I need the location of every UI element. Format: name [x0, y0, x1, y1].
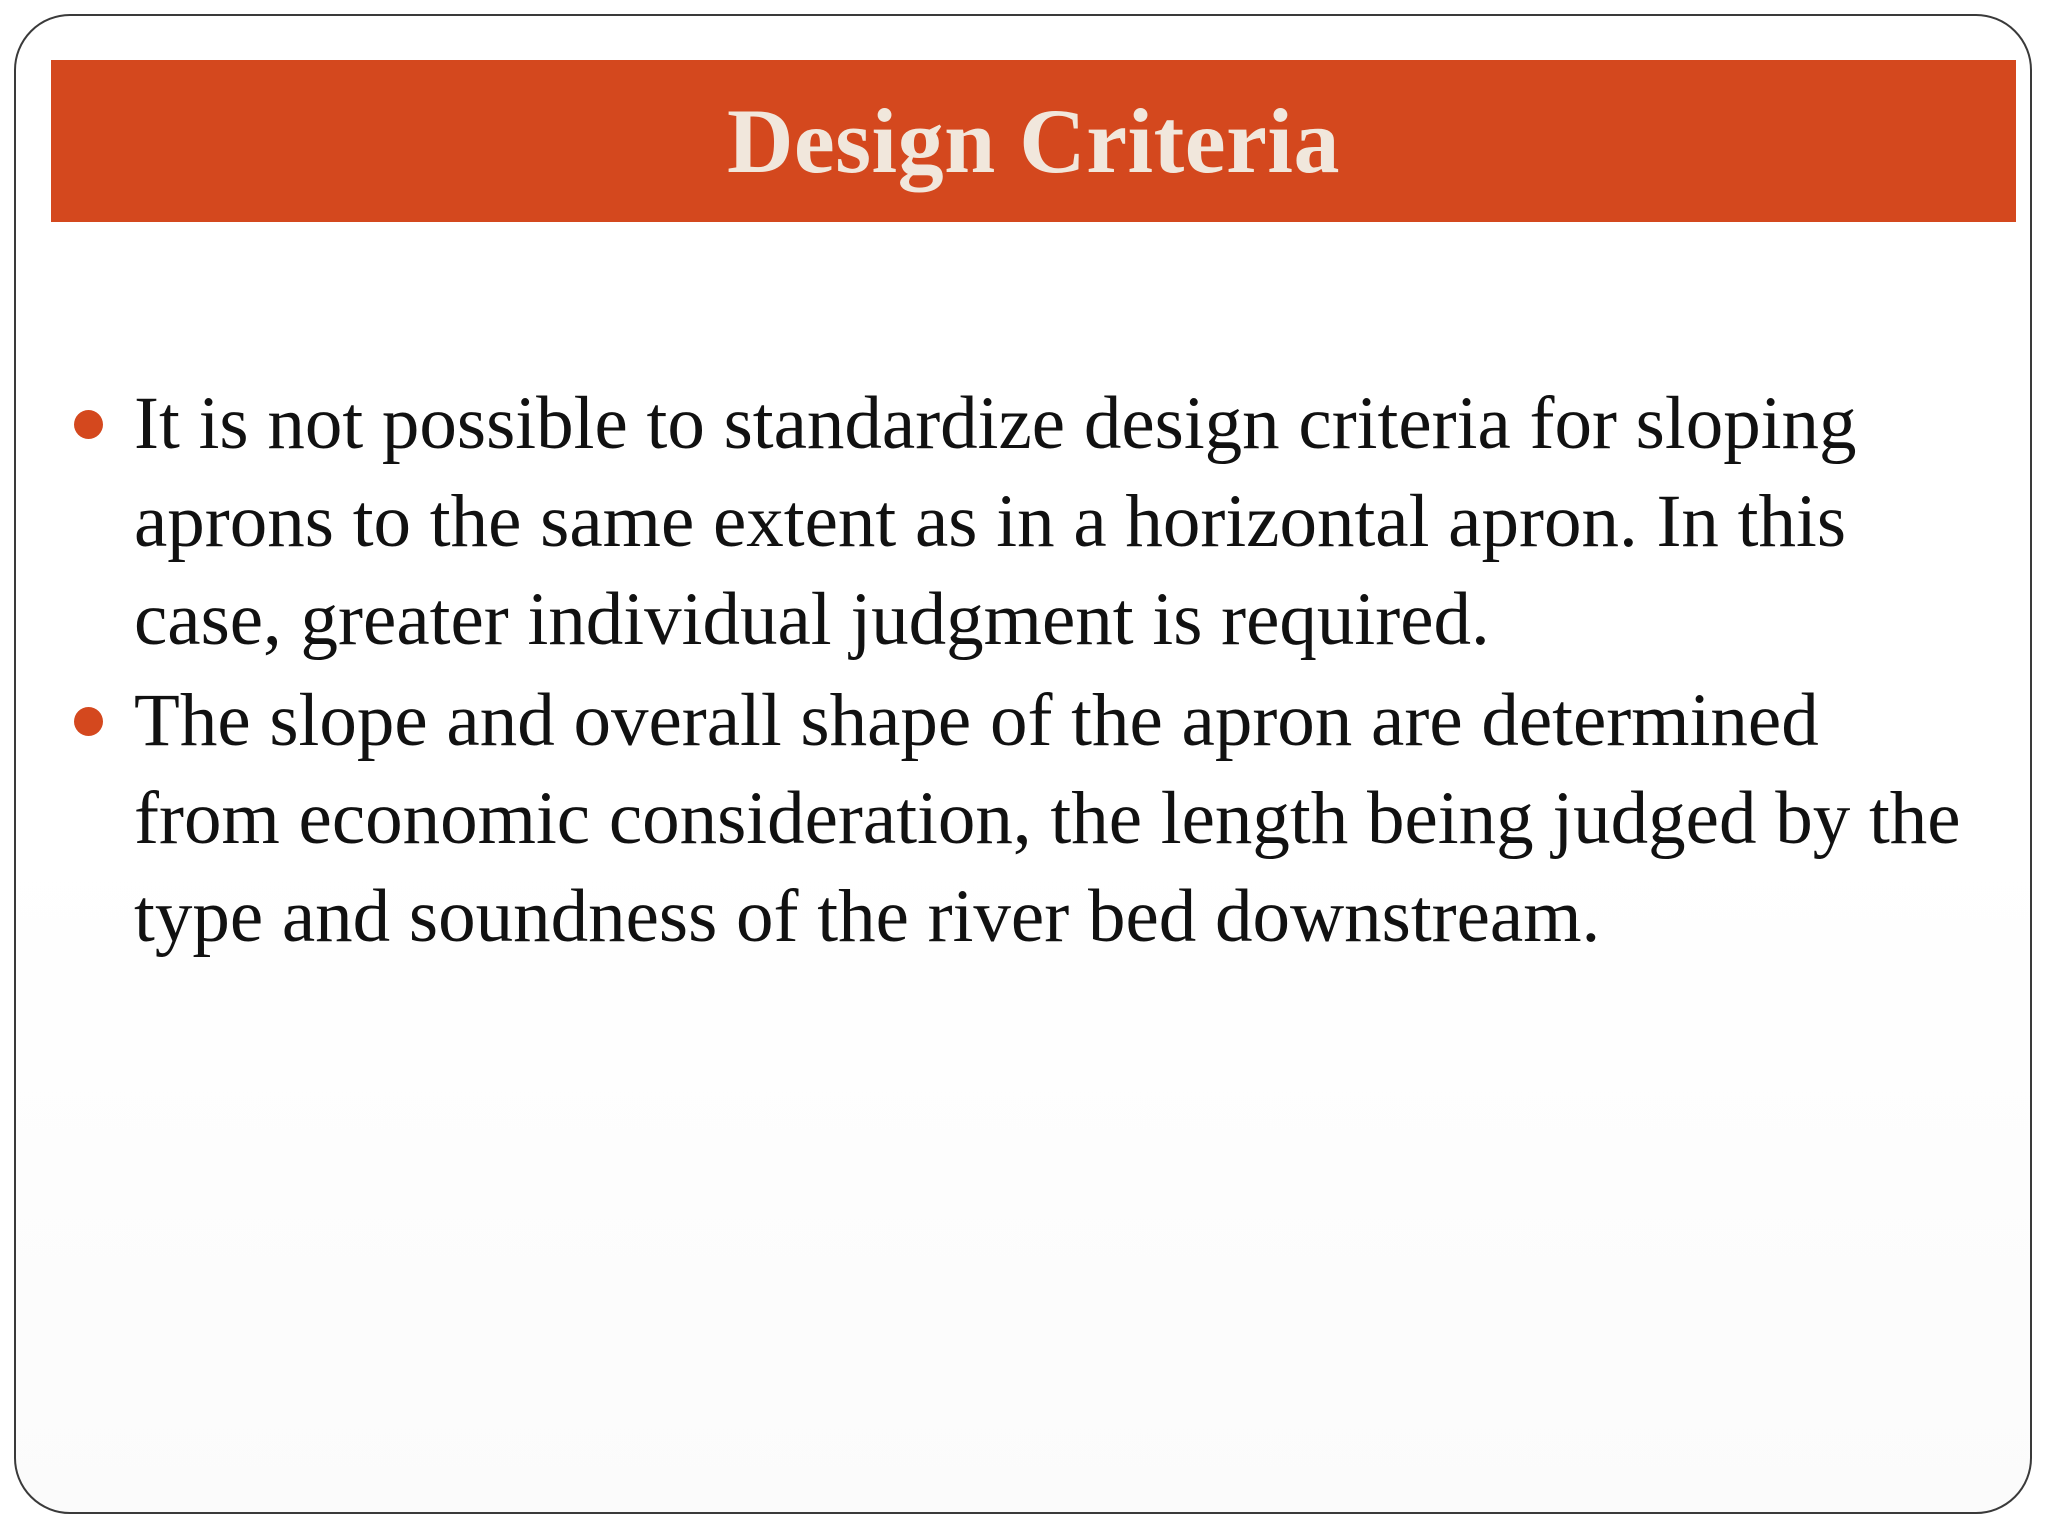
title-bar [51, 60, 2016, 222]
bullet-text-2: The slope and overall shape of the apron are determined from economic consideration, the length being judged by the type and soundness of the river bed downstream. [134, 679, 1961, 958]
bullet-item-2 [74, 672, 1974, 966]
bullet-text-1: It is not possible to standardize design criteria for sloping aprons to the same extent as in a horizontal apron. In this case, greater individual judgment is required. [134, 382, 1857, 661]
slide-title: Design Criteria [726, 90, 1340, 192]
bullet-dot-icon [74, 410, 103, 439]
bullet-list [74, 375, 1974, 969]
bullet-item-1 [74, 375, 1974, 669]
bullet-dot-icon [74, 707, 103, 736]
